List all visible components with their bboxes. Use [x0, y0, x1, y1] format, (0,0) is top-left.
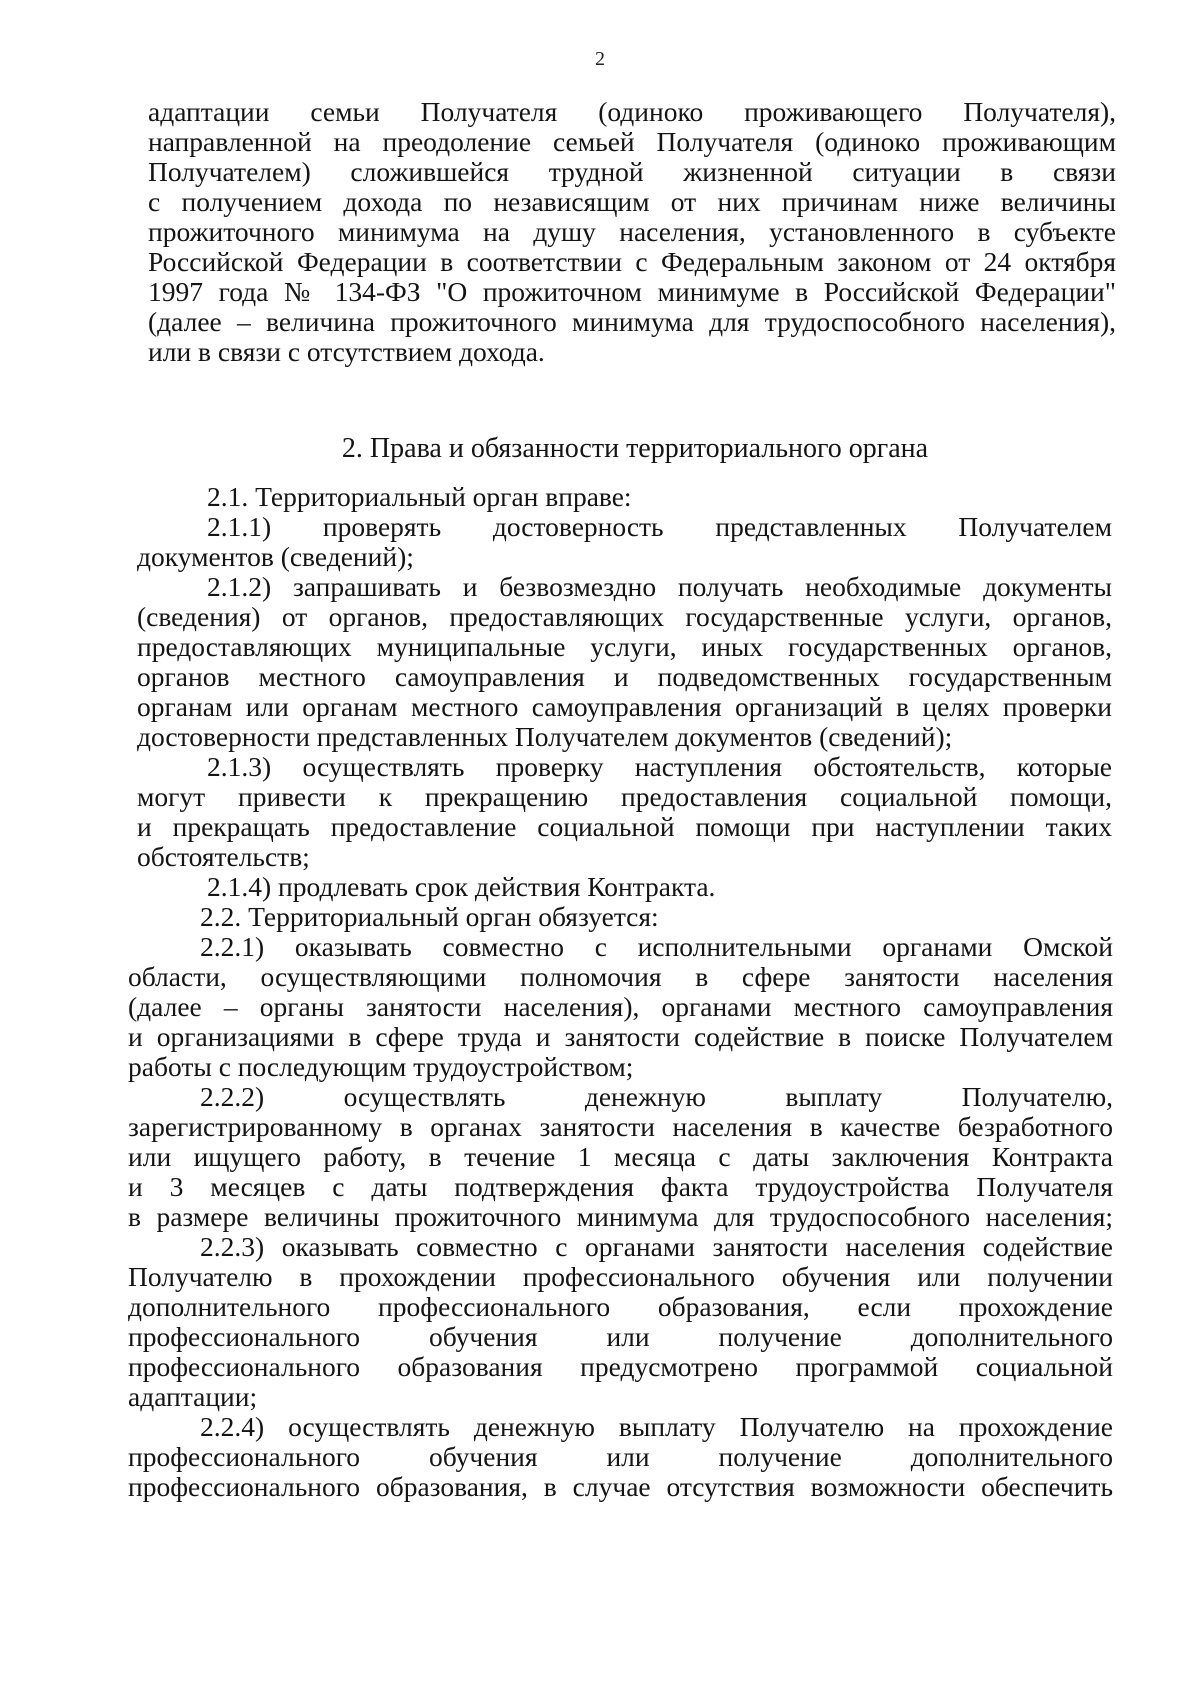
clause-line: профессионального образования, в случае отсутствия возможности обеспечить [128, 1472, 1113, 1502]
clause-line: органов местного самоуправления и подведомственных государственным [137, 662, 1112, 692]
text-line: или в связи с отсутствием дохода. [148, 337, 545, 367]
text-line: направленной на преодоление семьей Получателя (одиноко проживающим [148, 127, 1116, 157]
text-line: с получением дохода по независящим от них причинам ниже величины [148, 187, 1116, 217]
clause-line: 2.2.3) оказывать совместно с органами занятости населения содействие [200, 1232, 1113, 1262]
text-line: 1997 года № 134-ФЗ "О прожиточном минимуме в Российской Федерации" [148, 277, 1116, 307]
intro-paragraph [148, 97, 1116, 367]
clause-title: 2.2. Территориальный орган обязуется: [200, 902, 659, 932]
clause-title: 2.1. Территориальный орган вправе: [207, 482, 632, 512]
clause-line: зарегистрированному в органах занятости населения в качестве безработного [128, 1112, 1113, 1142]
clause-line: органам или органам местного самоуправления организаций в целях проверки [137, 692, 1112, 722]
clause-line: 2.1.3) осуществлять проверку наступления обстоятельств, которые [207, 752, 1112, 782]
clause-line: 2.1.1) проверять достоверность представленных Получателем [207, 512, 1112, 542]
clause-line: профессионального образования предусмотрено программой социальной [128, 1352, 1113, 1382]
section-2-2 [128, 902, 1113, 1502]
clause-line: и организациями в сфере труда и занятости содействие в поиске Получателем [128, 1022, 1113, 1052]
clause-line: профессионального обучения или получение дополнительного [128, 1322, 1113, 1352]
clause-line: достоверности представленных Получателем документов (сведений); [137, 722, 953, 752]
clause-line: (далее – органы занятости населения), органами местного самоуправления [128, 992, 1113, 1022]
clause-line: (сведения) от органов, предоставляющих государственные услуги, органов, [137, 602, 1112, 632]
clause-line: и 3 месяцев с даты подтверждения факта трудоустройства Получателя [128, 1172, 1113, 1202]
clause-line: предоставляющих муниципальные услуги, иных государственных органов, [137, 632, 1112, 662]
clause-line: могут привести к прекращению предоставления социальной помощи, [137, 782, 1112, 812]
clause-line: в размере величины прожиточного минимума для трудоспособного населения; [128, 1202, 1113, 1232]
clause-line: или ищущего работу, в течение 1 месяца с даты заключения Контракта [128, 1142, 1113, 1172]
clause-line: 2.2.2) осуществлять денежную выплату Получателю, [200, 1082, 1113, 1112]
clause-line: 2.2.1) оказывать совместно с исполнительными органами Омской [200, 932, 1113, 962]
section-heading: 2. Права и обязанности территориального органа [341, 433, 929, 464]
clause-line: работы с последующим трудоустройством; [128, 1052, 634, 1082]
text-line: Получателем) сложившейся трудной жизненной ситуации в связи [148, 157, 1116, 187]
page-number: 2 [595, 48, 605, 70]
clause-line: области, осуществляющими полномочия в сфере занятости населения [128, 962, 1113, 992]
clause-line: документов (сведений); [137, 542, 414, 572]
clause-line: обстоятельств; [137, 842, 310, 872]
clause-line: Получателю в прохождении профессионального обучения или получении [128, 1262, 1113, 1292]
clause-line: 2.1.2) запрашивать и безвозмездно получать необходимые документы [207, 572, 1112, 602]
clause-line: адаптации; [128, 1382, 258, 1412]
clause-line: профессионального обучения или получение дополнительного [128, 1442, 1113, 1472]
clause-line: и прекращать предоставление социальной помощи при наступлении таких [137, 812, 1112, 842]
text-line: Российской Федерации в соответствии с Федеральным законом от 24 октября [148, 247, 1116, 277]
clause-line: дополнительного профессионального образования, если прохождение [128, 1292, 1113, 1322]
clause-line: 2.2.4) осуществлять денежную выплату Получателю на прохождение [200, 1412, 1113, 1442]
text-line: адаптации семьи Получателя (одиноко проживающего Получателя), [148, 97, 1116, 127]
text-line: (далее – величина прожиточного минимума для трудоспособного населения), [148, 307, 1116, 337]
clause-line: 2.1.4) продлевать срок действия Контракта. [207, 872, 716, 902]
text-line: прожиточного минимума на душу населения, установленного в субъекте [148, 217, 1116, 247]
section-2-1 [137, 482, 1112, 902]
